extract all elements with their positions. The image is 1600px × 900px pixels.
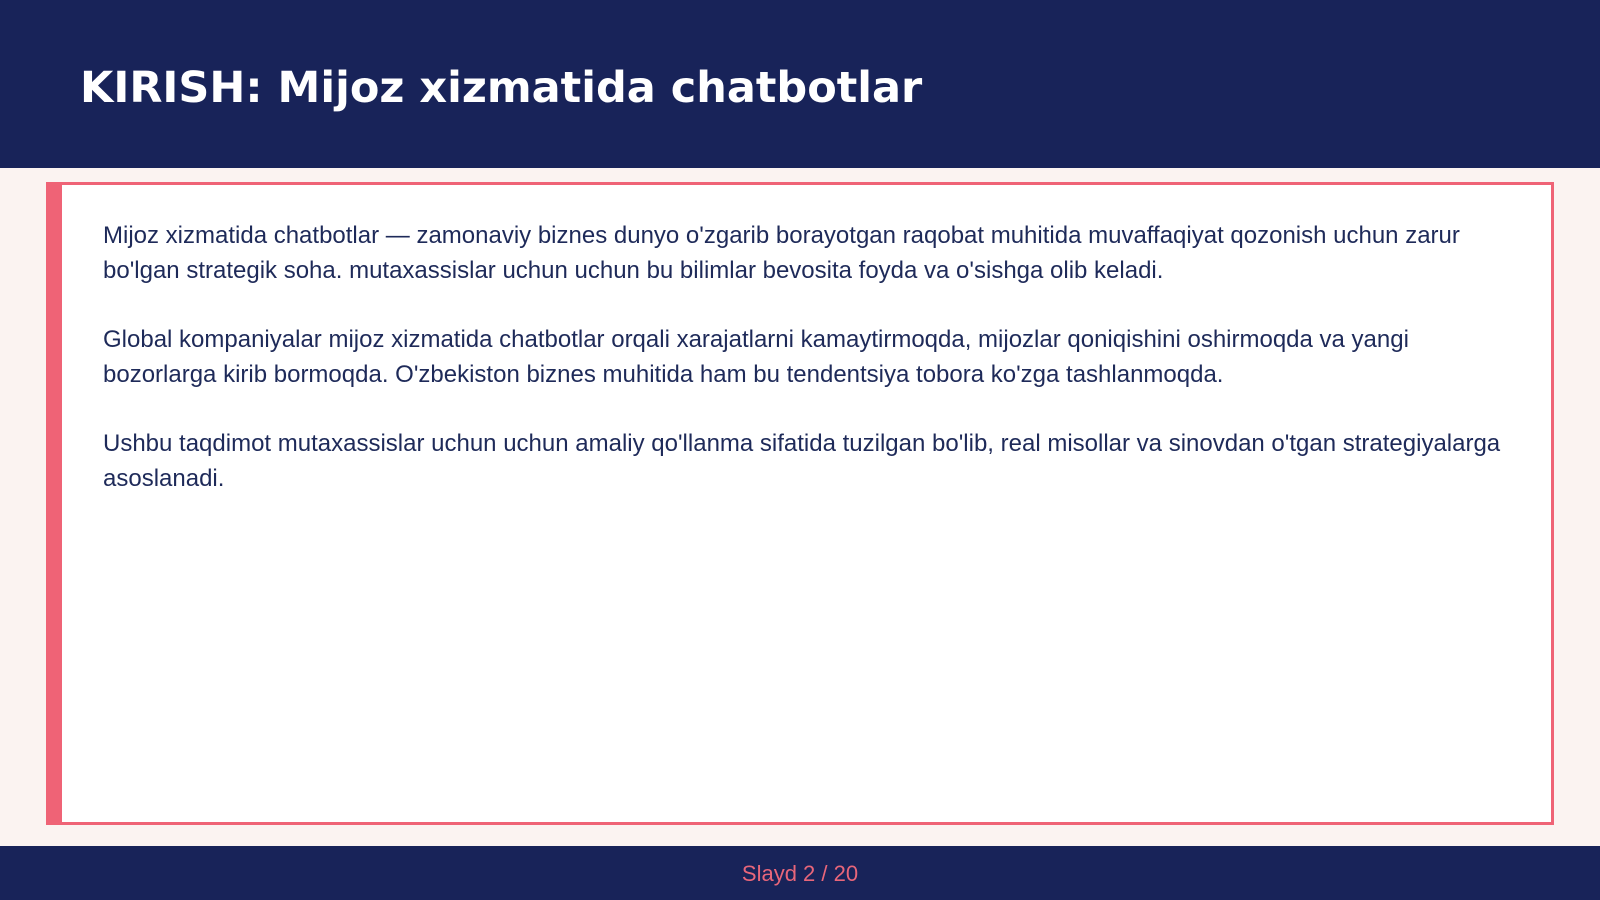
content-card — [46, 182, 1554, 825]
slide-header — [0, 0, 1600, 168]
presentation-purpose-paragraph: Ushbu taqdimot mutaxassislar uchun uchun amaliy qo'llanma sifatida tuzilgan bo'lib, real misollar va sinovdan o'tgan strategiyalarga asoslanadi. — [103, 430, 1501, 492]
intro-paragraph: Mijoz xizmatida chatbotlar — zamonaviy biznes dunyo o'zgarib borayotgan raqobat muhitida muvaffaqiyat qozonish uchun zarur bo'lgan strategik soha. mutaxassislar uchun uchun bu bilimlar bevosita foyda va o'sishga olib keladi. — [103, 222, 1460, 284]
slide-number: Slayd 2 / 20 — [741, 861, 859, 886]
global-trend-paragraph: Global kompaniyalar mijoz xizmatida chatbotlar orqali xarajatlarni kamaytirmoqda, mijozlar qoniqishini oshirmoqda va yangi bozorlarga kirib bormoqda. O'zbekiston biznes muhitida ham bu tendentsiya tobora ko'zga tashlanmoqda. — [103, 326, 1409, 388]
slide-title: KIRISH: Mijoz xizmatida chatbotlar — [80, 63, 923, 113]
slide-footer — [0, 846, 1600, 900]
